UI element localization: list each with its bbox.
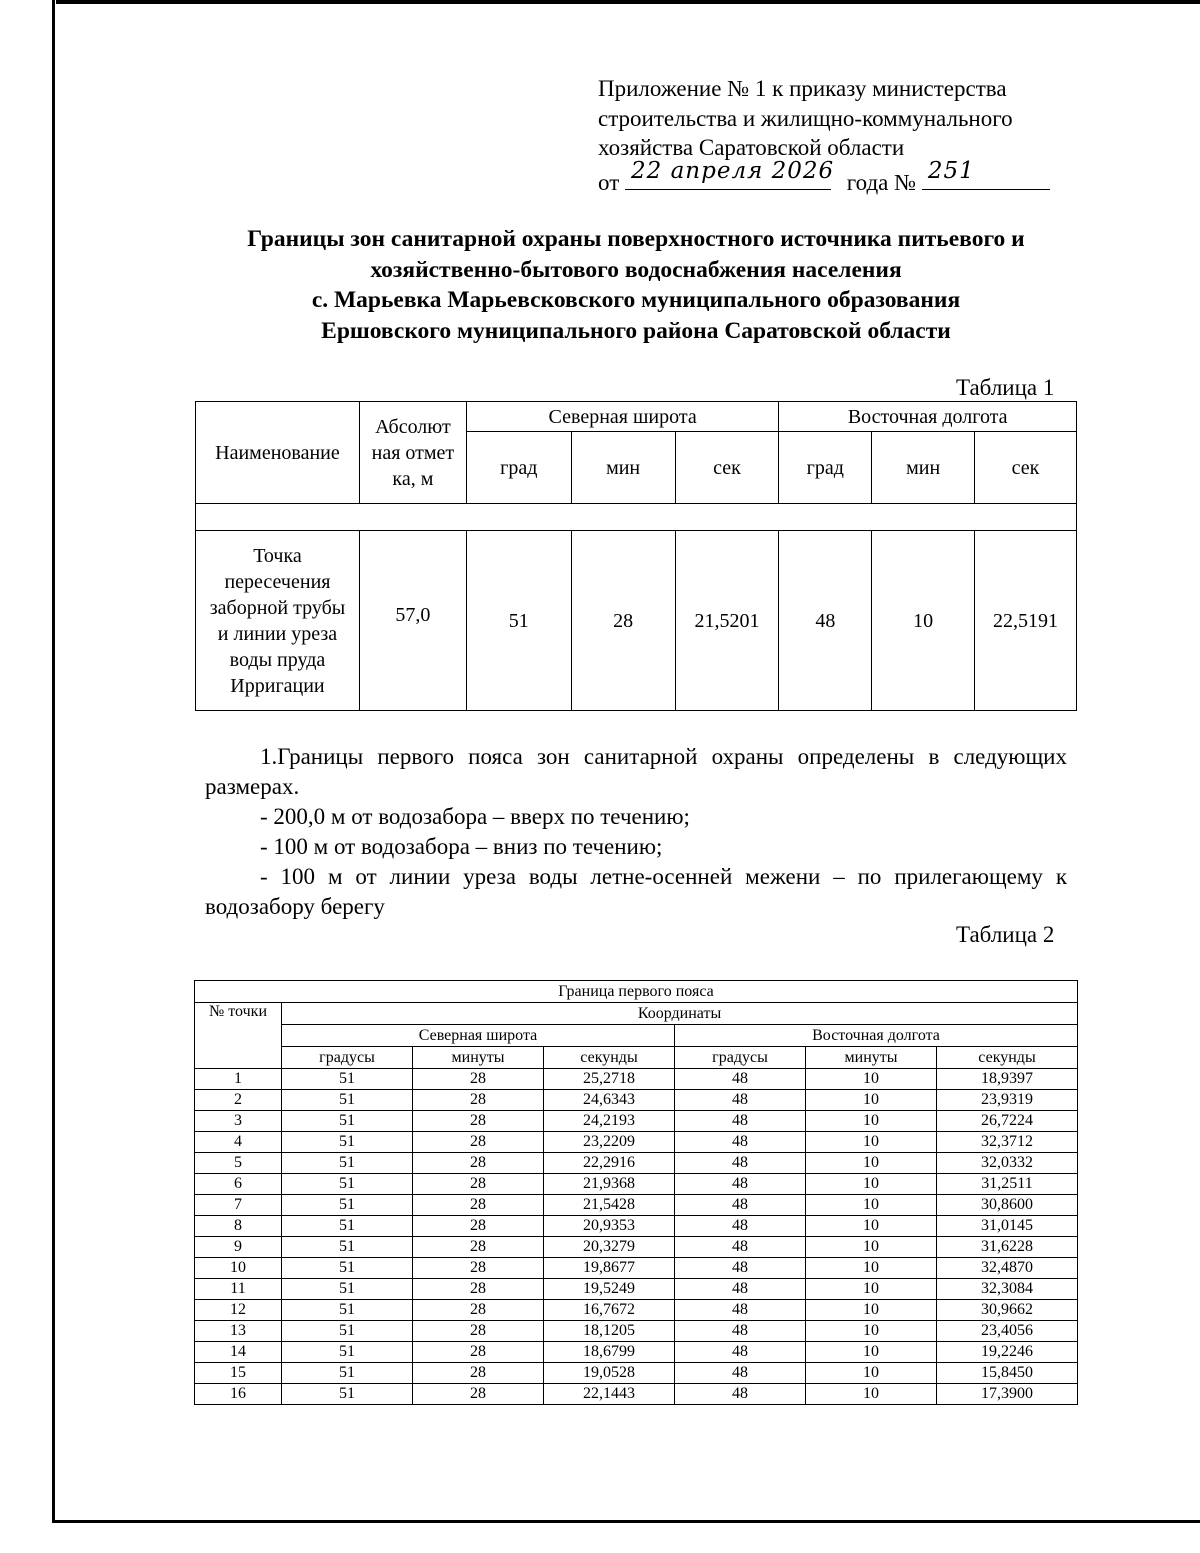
table2-cell-e-sec: 31,6228 — [937, 1237, 1078, 1258]
table2-cell-e-sec: 18,9397 — [937, 1069, 1078, 1090]
table2-cell-e-min: 10 — [806, 1279, 937, 1300]
table2-cell-e-deg: 48 — [675, 1090, 806, 1111]
table2-cell-n-min: 28 — [413, 1216, 544, 1237]
table1-cell-n-min: 28 — [571, 531, 675, 711]
table-row — [195, 1363, 1078, 1384]
table2-cell-e-sec: 26,7224 — [937, 1111, 1078, 1132]
table2-caption: Таблица 2 — [956, 922, 1055, 947]
table2-cell-n-deg: 51 — [282, 1384, 413, 1405]
paragraph-item: - 100 м от водозабора – вниз по течению; — [260, 834, 663, 859]
order-number-label: года № — [846, 169, 917, 195]
table2-header-east: Восточная долгота — [675, 1025, 1078, 1047]
table2-cell-e-deg: 48 — [675, 1237, 806, 1258]
table2-header-e-deg: градусы — [675, 1047, 806, 1069]
table1-cell-altitude: 57,0 — [359, 531, 466, 711]
table1-cell-e-min: 10 — [872, 531, 975, 711]
table2-cell-e-sec: 32,3084 — [937, 1279, 1078, 1300]
table2-cell-n-sec: 18,1205 — [544, 1321, 675, 1342]
table2-cell-e-min: 10 — [806, 1342, 937, 1363]
table2-cell-n-min: 28 — [413, 1384, 544, 1405]
table2-cell-point-number: 8 — [195, 1216, 282, 1237]
table2-header-e-sec: секунды — [937, 1047, 1078, 1069]
handwritten-number: 251 — [927, 158, 975, 184]
table2-body — [195, 1069, 1078, 1405]
table2-cell-e-min: 10 — [806, 1384, 937, 1405]
table-row — [195, 1237, 1078, 1258]
table2-header-n-sec: секунды — [544, 1047, 675, 1069]
table2-header-e-min: минуты — [806, 1047, 937, 1069]
table2-cell-n-min: 28 — [413, 1279, 544, 1300]
table1 — [195, 401, 1077, 711]
table2-cell-n-sec: 22,2916 — [544, 1153, 675, 1174]
table2-cell-e-deg: 48 — [675, 1195, 806, 1216]
table2-cell-n-deg: 51 — [282, 1174, 413, 1195]
table2-cell-n-min: 28 — [413, 1195, 544, 1216]
title-line: с. Марьевка Марьевсковского муниципального образования — [311, 287, 961, 313]
table2-cell-n-min: 28 — [413, 1363, 544, 1384]
table2-cell-n-deg: 51 — [282, 1090, 413, 1111]
table2-cell-e-sec: 19,2246 — [937, 1342, 1078, 1363]
table2-cell-e-min: 10 — [806, 1090, 937, 1111]
table2-header-coords: Координаты — [282, 1003, 1078, 1025]
handwritten-number-field — [922, 158, 1050, 190]
table2-cell-e-sec: 15,8450 — [937, 1363, 1078, 1384]
appendix-line: Приложение № 1 к приказу министерства — [598, 76, 1007, 101]
table2-cell-n-deg: 51 — [282, 1321, 413, 1342]
table2-cell-point-number: 2 — [195, 1090, 282, 1111]
table2-header-n-deg: градусы — [282, 1047, 413, 1069]
paragraph-intro: 1.Границы первого пояса зон санитарной охраны определены в следующих размерах. — [205, 744, 1067, 799]
table2-cell-e-min: 10 — [806, 1069, 937, 1090]
table2-cell-n-min: 28 — [413, 1174, 544, 1195]
handwritten-date: 22 апреля 2026 — [631, 158, 835, 184]
table-row — [195, 1174, 1078, 1195]
table2-cell-n-sec: 23,2209 — [544, 1132, 675, 1153]
table1-caption: Таблица 1 — [956, 375, 1055, 400]
table-row — [195, 1384, 1078, 1405]
table2-cell-e-sec: 30,9662 — [937, 1300, 1078, 1321]
table2-cell-point-number: 1 — [195, 1069, 282, 1090]
table-row — [195, 1321, 1078, 1342]
table-row — [195, 1069, 1078, 1090]
table2-cell-e-deg: 48 — [675, 1216, 806, 1237]
table2 — [194, 980, 1078, 1405]
table2-cell-e-deg: 48 — [675, 1321, 806, 1342]
table2-cell-point-number: 9 — [195, 1237, 282, 1258]
first-belt-paragraph — [205, 742, 1067, 922]
table2-cell-e-min: 10 — [806, 1174, 937, 1195]
table2-cell-n-sec: 24,6343 — [544, 1090, 675, 1111]
table2-title: Граница первого пояса — [195, 981, 1078, 1003]
point-name-text: Точка пересечения заборной трубы и линии уреза воды пруда Ирригации — [209, 544, 346, 697]
appendix-line: строительства и жилищно-коммунального — [598, 105, 1013, 131]
table2-cell-e-min: 10 — [806, 1195, 937, 1216]
table2-cell-e-sec: 32,0332 — [937, 1153, 1078, 1174]
table2-cell-n-deg: 51 — [282, 1195, 413, 1216]
table2-cell-n-sec: 25,2718 — [544, 1069, 675, 1090]
table1-cell-n-sec: 21,5201 — [675, 531, 779, 711]
table2-cell-point-number: 14 — [195, 1342, 282, 1363]
table2-cell-e-sec: 30,8600 — [937, 1195, 1078, 1216]
table2-header-north: Северная широта — [282, 1025, 675, 1047]
table2-cell-n-min: 28 — [413, 1321, 544, 1342]
table2-cell-n-min: 28 — [413, 1090, 544, 1111]
scan-border-top — [56, 0, 1200, 4]
table2-cell-n-min: 28 — [413, 1258, 544, 1279]
altitude-header-text: Абсолютная отметка, м — [371, 415, 455, 490]
table2-cell-n-sec: 19,8677 — [544, 1258, 675, 1279]
table2-cell-e-min: 10 — [806, 1237, 937, 1258]
scan-border-bottom — [52, 1520, 1200, 1523]
table2-cell-e-min: 10 — [806, 1216, 937, 1237]
table2-cell-point-number: 12 — [195, 1300, 282, 1321]
handwritten-date-field — [625, 158, 835, 190]
table2-cell-e-min: 10 — [806, 1363, 937, 1384]
table1-cell-name — [196, 531, 360, 711]
table2-cell-e-min: 10 — [806, 1111, 937, 1132]
table2-cell-n-min: 28 — [413, 1153, 544, 1174]
table2-cell-e-min: 10 — [806, 1300, 937, 1321]
table2-cell-n-deg: 51 — [282, 1111, 413, 1132]
table2-cell-e-sec: 31,0145 — [937, 1216, 1078, 1237]
paragraph-item: - 100 м от линии уреза воды летне-осенней межени – по прилегающему к водозабору берегу — [205, 864, 1067, 919]
table2-cell-e-deg: 48 — [675, 1342, 806, 1363]
table1-header-e-min: мин — [872, 432, 975, 504]
table2-cell-e-min: 10 — [806, 1321, 937, 1342]
table2-header-n-min: минуты — [413, 1047, 544, 1069]
table2-cell-e-deg: 48 — [675, 1153, 806, 1174]
table2-cell-e-min: 10 — [806, 1153, 937, 1174]
table2-cell-n-min: 28 — [413, 1132, 544, 1153]
table2-header-point: № точки — [195, 1003, 282, 1069]
appendix-header — [598, 74, 1078, 195]
table2-cell-n-min: 28 — [413, 1342, 544, 1363]
table2-cell-point-number: 7 — [195, 1195, 282, 1216]
table2-cell-point-number: 6 — [195, 1174, 282, 1195]
title-line: Ершовского муниципального района Саратовской области — [321, 317, 951, 344]
table2-cell-n-deg: 51 — [282, 1363, 413, 1384]
table2-cell-n-deg: 51 — [282, 1300, 413, 1321]
table-row — [195, 1090, 1078, 1111]
table2-cell-n-sec: 22,1443 — [544, 1384, 675, 1405]
table1-header-altitude — [359, 402, 466, 504]
table1-header-e-sec: сек — [975, 432, 1077, 504]
table2-cell-e-min: 10 — [806, 1132, 937, 1153]
table-row — [195, 1279, 1078, 1300]
table-row — [195, 1342, 1078, 1363]
document-title — [200, 224, 1072, 346]
table2-cell-n-sec: 21,9368 — [544, 1174, 675, 1195]
table2-cell-point-number: 5 — [195, 1153, 282, 1174]
title-line: хозяйственно-бытового водоснабжения населения — [370, 256, 902, 283]
table2-cell-e-deg: 48 — [675, 1132, 806, 1153]
table1-header-e-deg: град — [779, 432, 872, 504]
table2-cell-e-sec: 32,3712 — [937, 1132, 1078, 1153]
table2-cell-point-number: 4 — [195, 1132, 282, 1153]
table2-cell-n-deg: 51 — [282, 1069, 413, 1090]
table2-cell-n-sec: 24,2193 — [544, 1111, 675, 1132]
table1-header-north: Северная широта — [466, 402, 779, 432]
table2-cell-n-deg: 51 — [282, 1216, 413, 1237]
table2-cell-n-sec: 16,7672 — [544, 1300, 675, 1321]
table2-cell-point-number: 10 — [195, 1258, 282, 1279]
table1-empty-row — [196, 504, 1077, 531]
table2-cell-e-deg: 48 — [675, 1111, 806, 1132]
scan-border-left — [52, 0, 55, 1522]
table1-cell-n-deg: 51 — [466, 531, 571, 711]
table2-cell-e-sec: 17,3900 — [937, 1384, 1078, 1405]
table2-cell-point-number: 16 — [195, 1384, 282, 1405]
table2-cell-n-min: 28 — [413, 1237, 544, 1258]
table1-header-n-deg: град — [466, 432, 571, 504]
table-row — [195, 1153, 1078, 1174]
table2-cell-point-number: 13 — [195, 1321, 282, 1342]
table2-cell-n-sec: 20,9353 — [544, 1216, 675, 1237]
appendix-line: хозяйства Саратовской области — [598, 135, 905, 160]
table2-cell-n-deg: 51 — [282, 1237, 413, 1258]
table2-cell-e-deg: 48 — [675, 1258, 806, 1279]
table-row — [195, 1111, 1078, 1132]
paragraph-item: - 200,0 м от водозабора – вверх по течению; — [260, 804, 690, 829]
table2-cell-e-deg: 48 — [675, 1300, 806, 1321]
table2-cell-n-sec: 19,0528 — [544, 1363, 675, 1384]
table2-cell-e-deg: 48 — [675, 1279, 806, 1300]
table2-cell-e-sec: 23,9319 — [937, 1090, 1078, 1111]
table1-header-east: Восточная долгота — [779, 402, 1077, 432]
table2-cell-n-deg: 51 — [282, 1342, 413, 1363]
table-row — [195, 1216, 1078, 1237]
table2-cell-e-min: 10 — [806, 1258, 937, 1279]
table2-cell-n-sec: 20,3279 — [544, 1237, 675, 1258]
table-row — [195, 1195, 1078, 1216]
table2-cell-point-number: 3 — [195, 1111, 282, 1132]
title-line: Границы зон санитарной охраны поверхностного источника питьевого и — [247, 226, 1025, 252]
table2-cell-n-min: 28 — [413, 1300, 544, 1321]
date-prefix: от — [598, 169, 620, 195]
table1-header-n-min: мин — [571, 432, 675, 504]
table2-cell-e-deg: 48 — [675, 1174, 806, 1195]
table2-cell-n-sec: 18,6799 — [544, 1342, 675, 1363]
table2-cell-e-deg: 48 — [675, 1069, 806, 1090]
table2-cell-n-deg: 51 — [282, 1132, 413, 1153]
table-row — [195, 1258, 1078, 1279]
table2-cell-n-deg: 51 — [282, 1153, 413, 1174]
table2-cell-e-sec: 32,4870 — [937, 1258, 1078, 1279]
table2-cell-e-deg: 48 — [675, 1363, 806, 1384]
order-date-line — [598, 158, 1078, 195]
table1-header-name: Наименование — [196, 402, 360, 504]
table-row — [195, 1132, 1078, 1153]
table1-cell-e-sec: 22,5191 — [975, 531, 1077, 711]
table1-header-n-sec: сек — [675, 432, 779, 504]
table-row — [195, 1300, 1078, 1321]
table2-cell-e-deg: 48 — [675, 1384, 806, 1405]
table2-cell-n-min: 28 — [413, 1111, 544, 1132]
table2-cell-e-sec: 23,4056 — [937, 1321, 1078, 1342]
table1-cell-e-deg: 48 — [779, 531, 872, 711]
table2-cell-point-number: 11 — [195, 1279, 282, 1300]
table2-cell-n-deg: 51 — [282, 1279, 413, 1300]
table2-cell-n-deg: 51 — [282, 1258, 413, 1279]
table2-cell-e-sec: 31,2511 — [937, 1174, 1078, 1195]
table2-cell-n-min: 28 — [413, 1069, 544, 1090]
table2-cell-point-number: 15 — [195, 1363, 282, 1384]
table2-cell-n-sec: 21,5428 — [544, 1195, 675, 1216]
table2-cell-n-sec: 19,5249 — [544, 1279, 675, 1300]
